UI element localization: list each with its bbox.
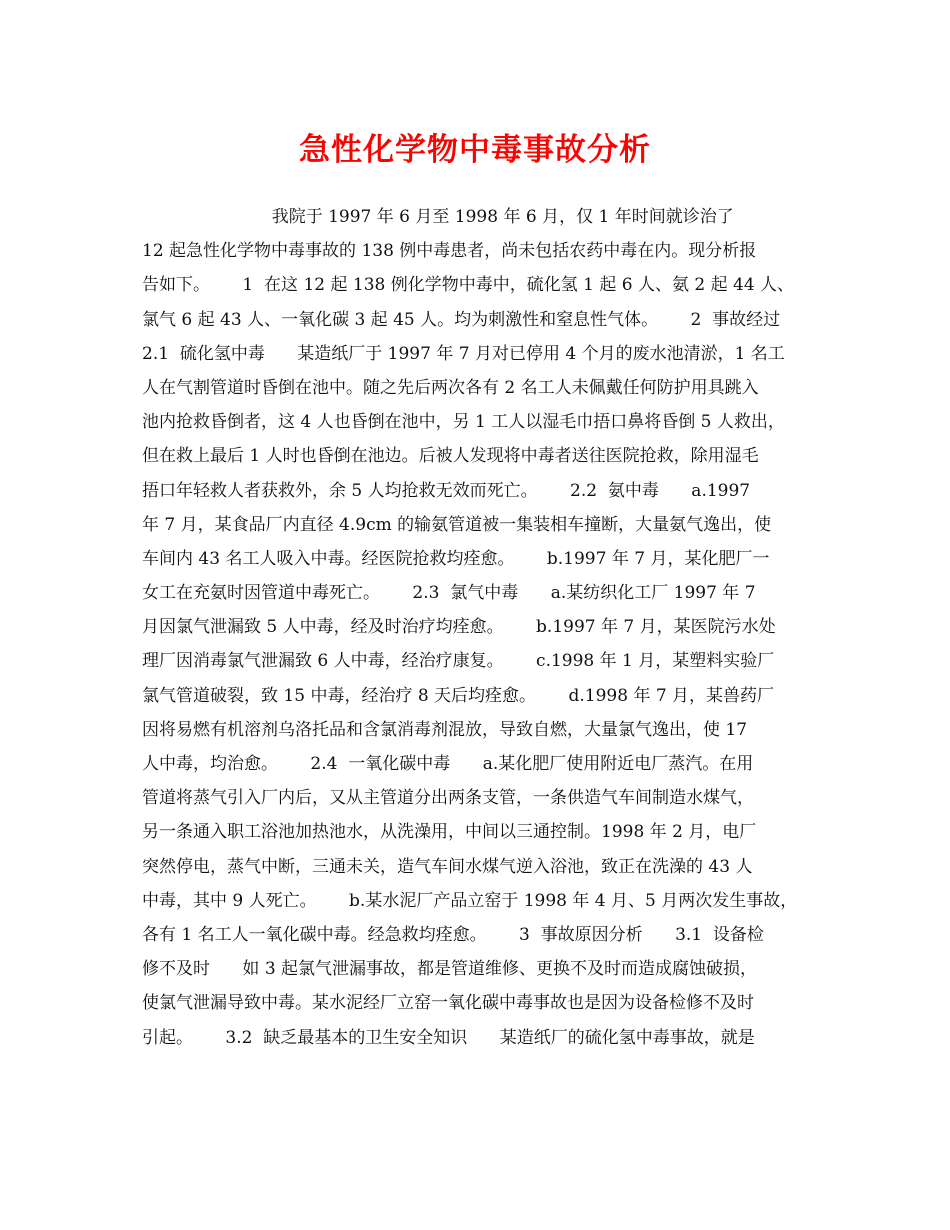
body-line: 突然停电，蒸气中断，三通未关，造气车间水煤气逆入浴池，致正在洗澡的 43 人	[142, 856, 753, 877]
document-title: 急性化学物中毒事故分析	[299, 132, 651, 168]
body-line: 2.1 硫化氢中毒 某造纸厂于 1997 年 7 月对已停用 4 个月的废水池清淤，1 名工	[142, 343, 785, 364]
body-line: 因将易燃有机溶剂乌洛托品和含氯消毒剂混放，导致自燃，大量氯气逸出，使 17	[142, 719, 748, 740]
body-line: 捂口年轻救人者获救外，余 5 人均抢救无效而死亡。 2.2 氨中毒 a.1997	[142, 480, 751, 501]
body-line: 女工在充氨时因管道中毒死亡。 2.3 氯气中毒 a.某纺织化工厂 1997 年 7	[142, 583, 756, 604]
body-line: 使氯气泄漏导致中毒。某水泥经厂立窑一氧化碳中毒事故也是因为设备检修不及时	[142, 993, 754, 1014]
body-line: 人在气割管道时昏倒在池中。随之先后两次各有 2 名工人未佩戴任何防护用具跳入	[142, 377, 759, 398]
body-line: 车间内 43 名工人吸入中毒。经医院抢救均痊愈。 b.1997 年 7 月，某化肥厂一	[142, 548, 770, 569]
body-line: 修不及时 如 3 起氯气泄漏事故，都是管道维修、更换不及时而造成腐蚀破损，	[142, 959, 758, 980]
body-line: 各有 1 名工人一氧化碳中毒。经急救均痊愈。 3 事故原因分析 3.1 设备检	[142, 924, 764, 945]
body-line: 池内抢救昏倒者，这 4 人也昏倒在池中，另 1 工人以湿毛巾捂口鼻将昏倒 5 人救出，	[142, 412, 785, 433]
body-line: 我院于 1997 年 6 月至 1998 年 6 月，仅 1 年时间就诊治了	[142, 207, 734, 227]
body-line: 管道将蒸气引入厂内后，又从主管道分出两条支管，一条供造气车间制造水煤气，	[142, 788, 754, 809]
body-line: 月因氯气泄漏致 5 人中毒，经及时治疗均痊愈。 b.1997 年 7 月，某医院污水处	[142, 617, 776, 638]
body-line: 另一条通入职工浴池加热池水，从洗澡用，中间以三通控制。1998 年 2 月，电厂	[142, 822, 757, 843]
body-line: 引起。 3.2 缺乏最基本的卫生安全知识 某造纸厂的硫化氢中毒事故，就是	[142, 1027, 755, 1048]
document-body	[142, 200, 812, 1055]
body-line: 告如下。 1 在这 12 起 138 例化学物中毒中，硫化氢 1 起 6 人、氨 2 起 44 人、	[142, 275, 795, 296]
body-line: 氯气 6 起 43 人、一氧化碳 3 起 45 人。均为刺激性和窒息性气体。 2 事故经过	[142, 309, 781, 330]
body-line: 12 起急性化学物中毒事故的 138 例中毒患者，尚未包括农药中毒在内。现分析报	[142, 241, 757, 262]
body-line: 氯气管道破裂，致 15 中毒，经治疗 8 天后均痊愈。 d.1998 年 7 月，某兽药厂	[142, 685, 775, 706]
body-line: 理厂因消毒氯气泄漏致 6 人中毒，经治疗康复。 c.1998 年 1 月，某塑料实验厂	[142, 651, 775, 672]
body-line: 中毒，其中 9 人死亡。 b.某水泥厂产品立窑于 1998 年 4 月、5 月两次发生事故，	[142, 890, 798, 911]
body-line: 年 7 月，某食品厂内直径 4.9cm 的输氨管道被一集装相车撞断，大量氨气逸出，使	[142, 514, 772, 535]
body-line: 但在救上最后 1 人时也昏倒在池边。后被人发现将中毒者送往医院抢救，除用湿毛	[142, 446, 759, 467]
body-line: 人中毒，均治愈。 2.4 一氧化碳中毒 a.某化肥厂使用附近电厂蒸汽。在用	[142, 754, 754, 774]
